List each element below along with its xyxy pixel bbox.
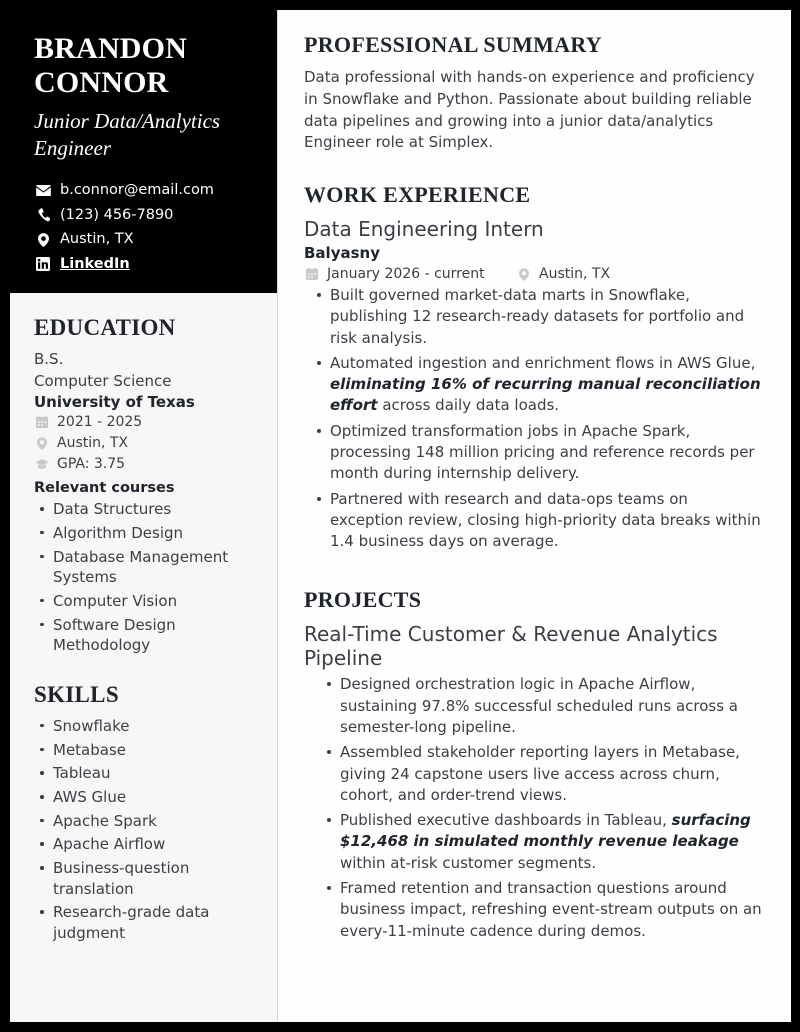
list-item: Algorithm Design	[51, 523, 256, 544]
contact-list	[34, 183, 254, 271]
list-item	[340, 742, 765, 806]
sidebar	[10, 10, 278, 1022]
contact-linkedin-link[interactable]: LinkedIn	[60, 255, 130, 272]
work-company: Balyasny	[304, 244, 380, 262]
professional-summary-text: Data professional with hands-on experience and proficiency in Snowflake and Python. Passionate about building reliable data pipelines and growing into a junior data/analytics Engineer role at Simplex.	[304, 68, 755, 152]
list-item: Computer Vision	[51, 591, 256, 612]
list-item	[330, 285, 765, 349]
bullet-text-tail: within at-risk customer segments.	[340, 853, 597, 872]
work-experience-heading: WORK EXPERIENCE	[304, 182, 531, 207]
education-school: University of Texas	[34, 392, 195, 411]
list-item	[340, 878, 765, 942]
calendar-icon	[34, 416, 50, 428]
education-gpa-text: GPA: 3.75	[57, 456, 126, 473]
contact-phone-text: (123) 456-7890	[60, 206, 174, 223]
linkedin-icon	[34, 257, 52, 271]
contact-email-text: b.connor@email.com	[60, 182, 214, 199]
contact-location-text: Austin, TX	[60, 231, 134, 248]
education-heading: EDUCATION	[34, 315, 176, 341]
bullet-text: Framed retention and transaction questions around business impact, refreshing event-stream outputs on an every-11-minute cadence during demos.	[340, 879, 762, 940]
sidebar-body	[10, 293, 278, 957]
list-item: Software Design Methodology	[51, 615, 256, 656]
list-item: AWS Glue	[51, 787, 256, 808]
email-icon	[34, 185, 52, 196]
list-item: Apache Airflow	[51, 834, 256, 855]
list-item: Research-grade data judgment	[51, 902, 256, 943]
list-item: Tableau	[51, 763, 256, 784]
list-item: Data Structures	[51, 499, 256, 520]
skills-list	[34, 716, 256, 944]
contact-phone	[34, 208, 254, 223]
relevant-courses-list	[34, 499, 256, 656]
list-item	[330, 353, 765, 417]
bullet-text: Built governed market-data marts in Snowflake, publishing 12 research-ready datasets for portfolio and risk analysis.	[330, 286, 745, 347]
list-item: Metabase	[51, 740, 256, 761]
contact-linkedin[interactable]	[34, 257, 254, 272]
bullet-text-tail: across daily data loads.	[377, 396, 560, 415]
resume-page	[10, 10, 791, 1022]
candidate-job-title: Junior Data/Analytics Engineer	[34, 109, 221, 160]
work-location	[516, 267, 610, 281]
list-item: Apache Spark	[51, 811, 256, 832]
project-bullet-list	[304, 674, 765, 942]
education-dates-text: 2021 - 2025	[57, 414, 143, 431]
list-item: Snowflake	[51, 716, 256, 737]
projects-heading: PROJECTS	[304, 586, 422, 612]
professional-summary-heading: PROFESSIONAL SUMMARY	[304, 32, 602, 57]
list-item	[340, 674, 765, 738]
education-location-text: Austin, TX	[57, 435, 129, 452]
work-job-title: Data Engineering Intern	[304, 217, 544, 241]
graduation-cap-icon	[34, 459, 50, 470]
name-header-block	[10, 10, 278, 293]
contact-email	[34, 183, 254, 198]
bullet-text: Partnered with research and data-ops teams on exception review, closing high-priority data breaks within 1.4 business days on average.	[330, 489, 761, 551]
skills-heading: SKILLS	[34, 681, 119, 707]
bullet-text: Published executive dashboards in Tableau,	[340, 811, 672, 830]
work-location-text: Austin, TX	[539, 266, 611, 282]
work-meta	[304, 267, 765, 281]
bullet-emphasis: surfacing $12,468 in simulated monthly revenue leakage	[340, 811, 751, 851]
relevant-courses-heading: Relevant courses	[34, 480, 175, 497]
list-item	[340, 810, 765, 874]
education-degree: B.S.	[34, 350, 64, 369]
project-title: Real-Time Customer & Revenue Analytics Pipeline	[304, 621, 718, 670]
location-pin-icon	[34, 233, 52, 247]
list-item: Business-question translation	[51, 858, 256, 899]
bullet-text: Assembled stakeholder reporting layers in Metabase, giving 24 capstone users live access across churn, cohort, and order-trend views.	[340, 743, 740, 804]
contact-location	[34, 232, 254, 247]
education-location	[34, 436, 256, 450]
location-pin-icon	[34, 437, 50, 450]
list-item	[330, 421, 765, 485]
sidebar-divider	[277, 10, 278, 1022]
bullet-text: Designed orchestration logic in Apache Airflow, sustaining 97.8% successful scheduled runs across a semester-long pipeline.	[340, 675, 738, 736]
calendar-icon	[304, 268, 320, 280]
work-bullet-list	[304, 285, 765, 553]
education-field: Computer Science	[34, 371, 172, 390]
education-gpa	[34, 457, 256, 471]
location-pin-icon	[516, 268, 532, 281]
bullet-emphasis: eliminating 16% of recurring manual reconciliation effort	[330, 375, 761, 415]
education-dates	[34, 415, 256, 429]
work-dates	[304, 267, 516, 281]
phone-icon	[34, 208, 52, 222]
main-content	[278, 10, 791, 1022]
work-dates-text: January 2026 - current	[327, 266, 485, 282]
bullet-text: Automated ingestion and enrichment flows in AWS Glue,	[330, 353, 756, 372]
bullet-text: Optimized transformation jobs in Apache Spark, processing 148 million pricing and reference records per month during internship delivery.	[330, 421, 755, 483]
candidate-name: BRANDON CONNOR	[34, 32, 188, 100]
list-item: Database Management Systems	[51, 547, 256, 588]
list-item	[330, 489, 765, 553]
